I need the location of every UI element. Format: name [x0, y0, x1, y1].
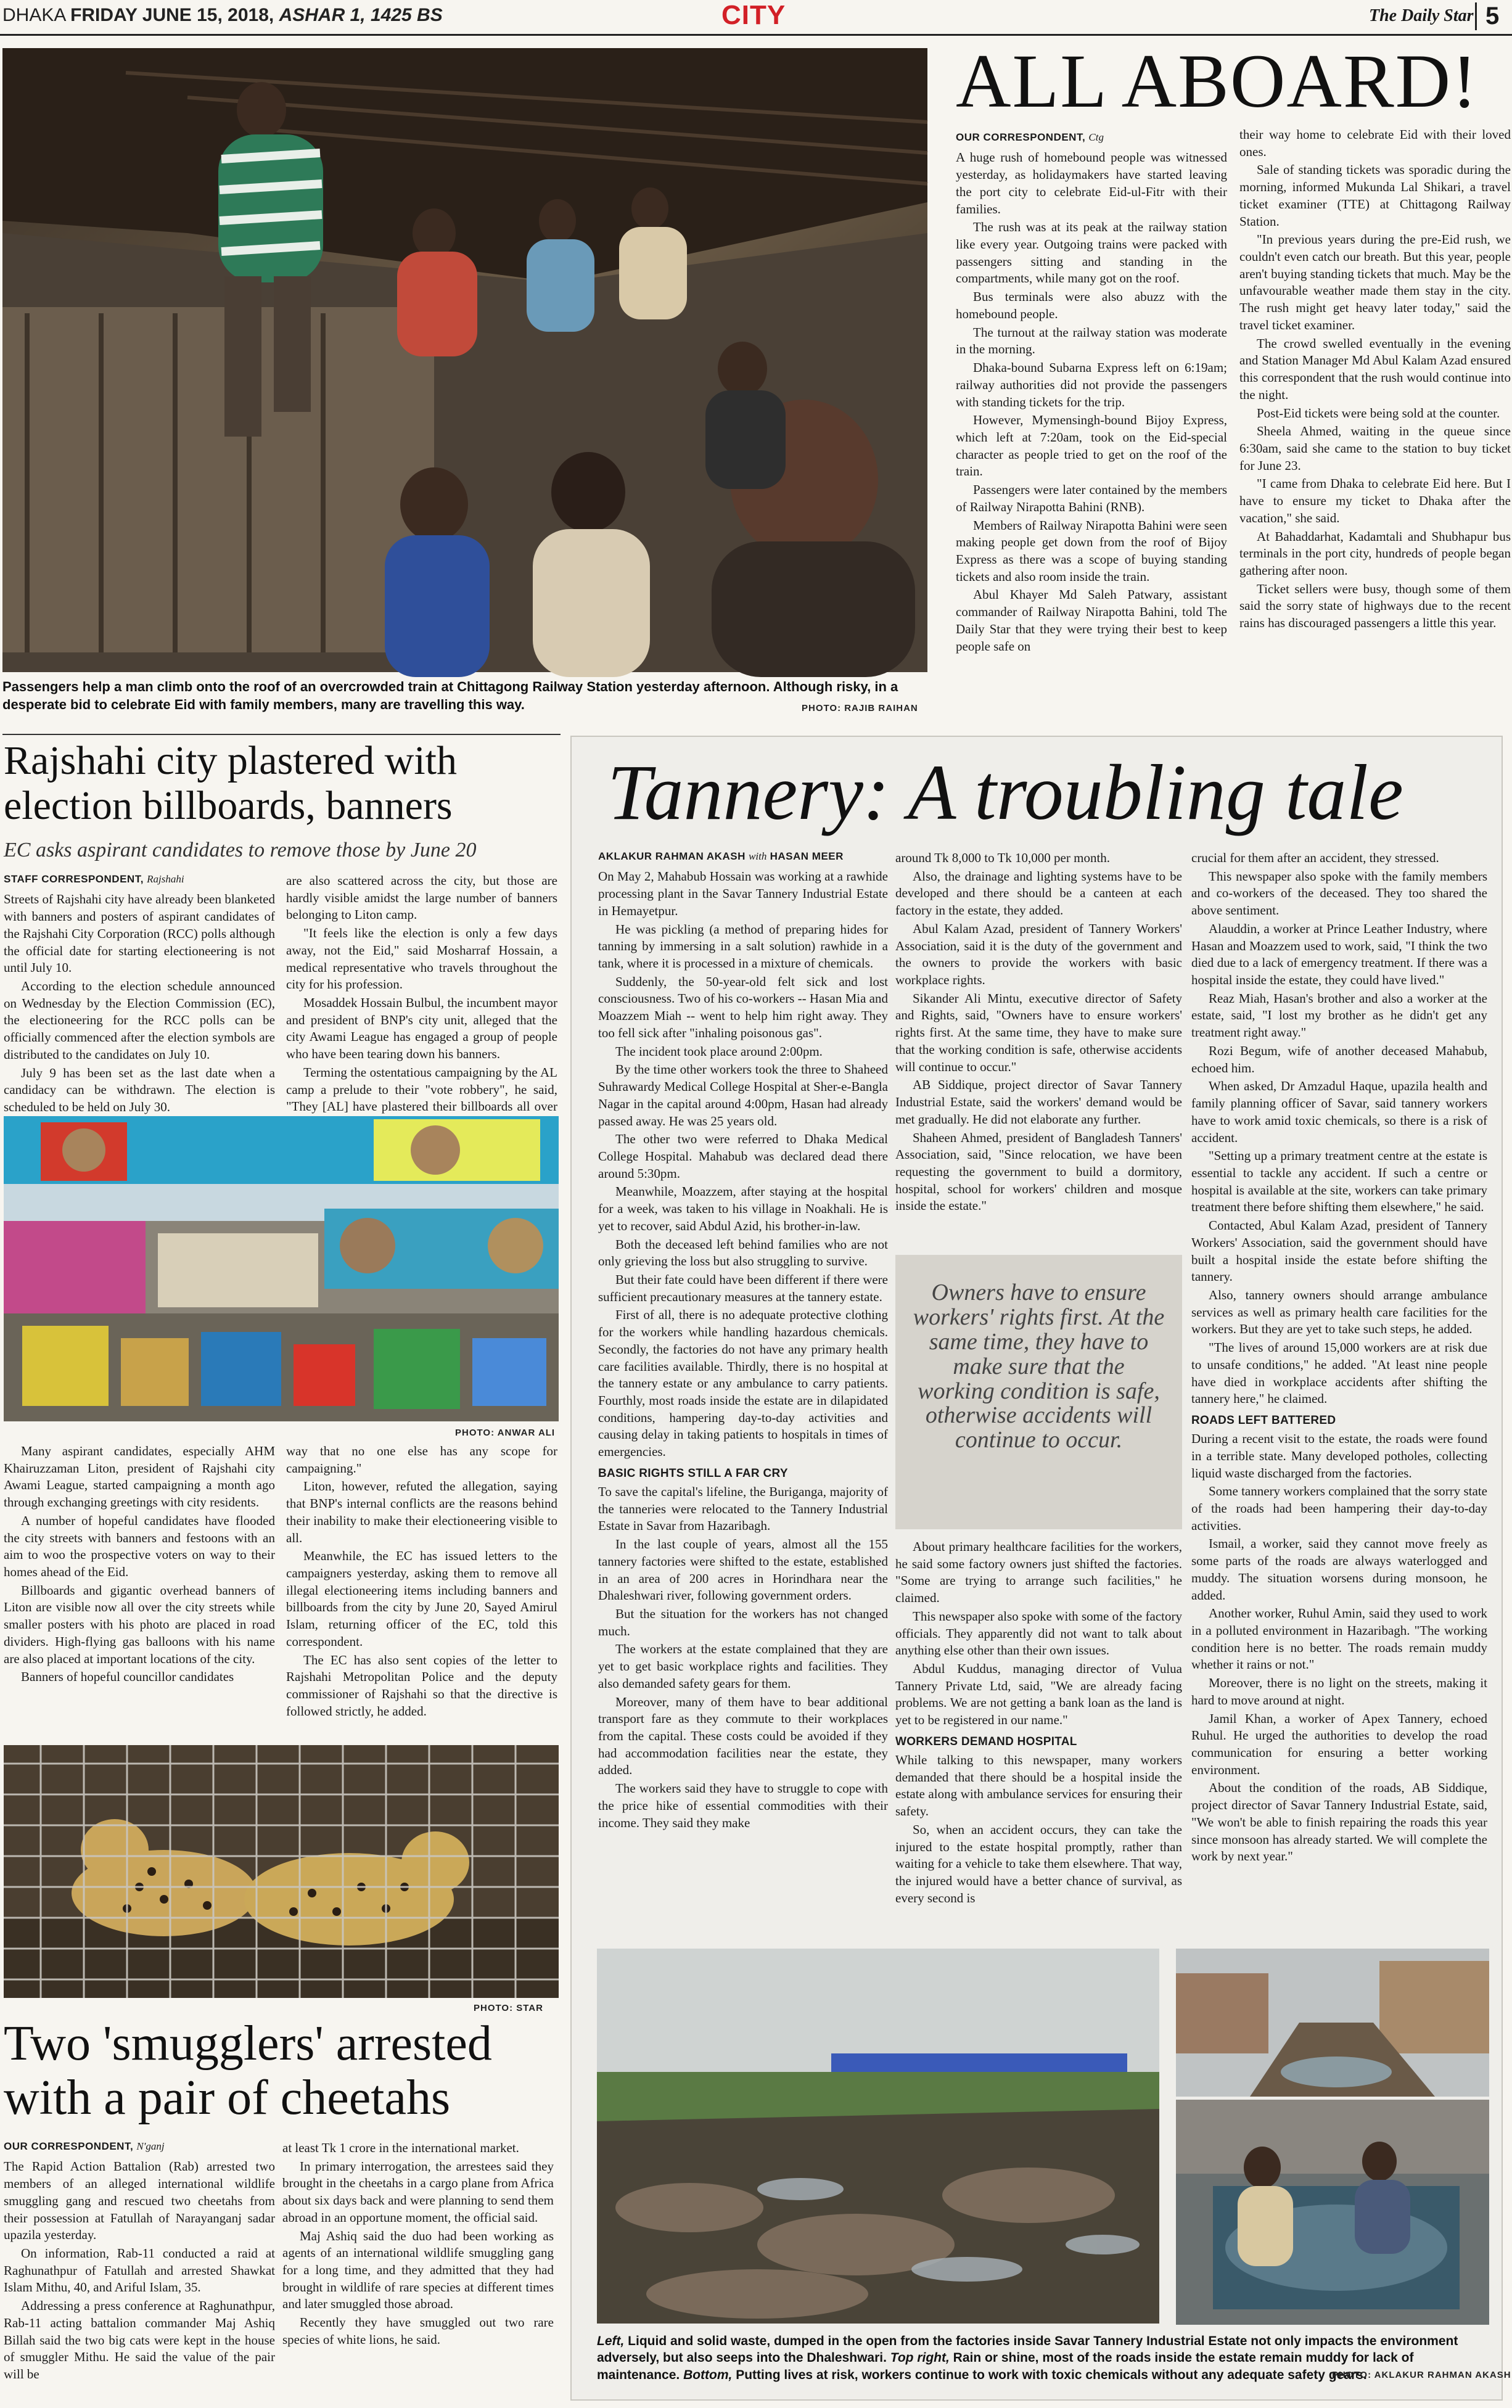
paragraph: "It feels like the election is only a few days away, not the Eid," said Mosharraf Hossain, a medical representative who travels throughout the city for his profession. [286, 926, 557, 992]
paragraph: While talking to this newspaper, many workers demanded that there should be a hospital inside the estate along with ambulance services for ensuring their safety. [895, 1752, 1182, 1819]
paragraph: Moreover, there is no light on the streets, making it hard to move around at night. [1191, 1675, 1487, 1707]
rajshahi-col-1-top-body [4, 891, 275, 1116]
paragraph: A number of hopeful candidates have flooded the city streets with banners and festoons with an aim to woo the prospective voters on way to their homes ahead of the Eid. [4, 1513, 275, 1580]
rule [2, 734, 561, 735]
paragraph: Alauddin, a worker at Prince Leather Industry, where Hasan and Moazzem used to work, said, "I think the two died due to a lack of emergency treatment. If there was a hospital inside the estate, they could have lived." [1191, 921, 1487, 988]
byline-location: Rajshahi [147, 873, 184, 885]
paragraph: Maj Ashiq said the duo had been working as agents of an international wildlife smuggling gang for a long time, and they admitted that they had brought in wildlife of rare species at different times and later smuggled those abroad. [282, 2228, 554, 2312]
paragraph: About primary healthcare facilities for the workers, he said some factory owners just shifted the factories. "Some are trying to arrange such facilities," he claimed. [895, 1539, 1182, 1606]
paragraph: The Rapid Action Battalion (Rab) arrested two members of an alleged international wildlife smuggling gang and rescued two cheetahs from their possession at Fatullah of Narayanganj sadar upazila yesterday. [4, 2159, 275, 2243]
paragraph: Ticket sellers were busy, though some of them said the sorry state of highways due to the recent rains has discouraged passengers a little this year. [1239, 581, 1511, 631]
caption-text: Passengers help a man climb onto the roof of an overcrowded train at Chittagong Railway Station yesterday afternoon. Although risky, in a desperate bid to celebrate Eid with family members, many are travelling this way. [2, 679, 898, 712]
train-photo [2, 48, 927, 672]
paragraph: Ismail, a worker, said they cannot move freely as some parts of the roads are always waterlogged and muddy. The situation worsens during monsoon, he added. [1191, 1536, 1487, 1603]
paragraph: Some tannery workers complained that the sorry state of the roads had been hampering their day-to-day activities. [1191, 1484, 1487, 1533]
paragraph: Liton, however, refuted the allegation, saying that BNP's internal conflicts are the reasons behind their inability to make their electioneering visible to all. [286, 1479, 557, 1545]
cheetah-col-1 [4, 2140, 275, 2405]
paragraph: In the last couple of years, almost all the 155 tannery factories were shifted to the estate, established in an area of 200 acres in Horindhara near the Dhaleshwari river, following government orders. [598, 1537, 888, 1603]
rajshahi-headline: Rajshahi city plastered with election billboards, banners [4, 738, 457, 828]
paragraph: In primary interrogation, the arrestees said they brought in the cheetahs in a cargo plane from Africa about six days back and were planning to send them abroad in an opportune moment, the official said. [282, 2158, 554, 2225]
caption-text-1: Liquid and solid waste, dumped in the open from the factories inside Savar Tannery Industrial Estate not only impacts the environment adversely, but also seeps into the Dhaleshwari. [597, 2334, 1458, 2365]
cheetah-byline [4, 2140, 275, 2153]
dateline [2, 5, 443, 26]
tannery-byline [598, 850, 888, 863]
rajshahi-col-1-bottom [4, 1443, 275, 1702]
billboards-photo-credit: PHOTO: ANWAR ALI [455, 1428, 556, 1438]
dateline-date: FRIDAY JUNE 15, 2018, [70, 5, 274, 25]
paragraph: AB Siddique, project director of Savar Tannery Industrial Estate, said the workers' demand would be met gradually. He did not elaborate any further. [895, 1077, 1182, 1127]
byline-text: OUR CORRESPONDENT, [956, 131, 1086, 143]
page-number: 5 [1475, 2, 1499, 30]
paragraph: Abul Khayer Md Saleh Patwary, assistant commander of Railway Nirapotta Bahini, told The Daily Star that they were trying their best to keep people safe on [956, 587, 1227, 654]
paragraph: Contacted, Abul Kalam Azad, president of Tannery Workers' Association, said the government should have built a hospital inside the estate before shifting the tannery. [1191, 1218, 1487, 1284]
paragraph: are also scattered across the city, but those are hardly visible amidst the large number of banners belonging to Liton camp. [286, 873, 557, 923]
paragraph: At Bahaddarhat, Kadamtali and Shubhapur bus terminals in the port city, hundreds of people began gathering after noon. [1239, 528, 1511, 578]
paragraph: Meanwhile, Moazzem, after staying at the hospital for a week, was taken to his village in Noakhali. He is yet to recover, said Abdul Azid, his brother-in-law. [598, 1184, 888, 1233]
paragraph: Sheela Ahmed, waiting in the queue since 6:30am, said she came to the station to buy ticket for June 23. [1239, 424, 1511, 473]
section-title: CITY [721, 0, 786, 30]
aboard-byline [956, 131, 1227, 144]
paper-logo: The Daily Star [1369, 6, 1474, 25]
paragraph: July 9 has been set as the last date when a candidacy can be withdrawn. The election is scheduled to be held on July 30. [4, 1065, 275, 1115]
byline-with: with [749, 850, 767, 862]
paragraph: When asked, Dr Amzadul Haque, upazila health and family planning officer of Savar, said tannery workers have to work amid toxic chemicals, so there is a risk of accident. [1191, 1079, 1487, 1145]
paragraph: Billboards and gigantic overhead banners of Liton are visible now all over the city streets while smaller posters with his photo are placed in road dividers. High-flying gas balloons with his name are also placed at important locations of the city. [4, 1582, 275, 1666]
caption-topright-label: Top right, [890, 2351, 950, 2365]
tannery-headline: Tannery: A troubling tale [607, 749, 1403, 836]
paragraph: According to the election schedule announced on Wednesday by the Election Commission (EC), the electioneering for the RCC polls can be officially commenced after the election symbols are distributed to the candidates on July 10. [4, 979, 275, 1062]
paragraph: "Setting up a primary treatment centre at the estate is essential to tackle any accident. If such a centre or hospital is available at the site, workers can take primary treatment there before shifting them elsewhere," he said. [1191, 1148, 1487, 1215]
paragraph: Abul Kalam Azad, president of Tannery Workers' Association, said it is the duty of the government and the owners to provide the workers with basic workplace rights. [895, 921, 1182, 988]
paragraph: at least Tk 1 crore in the international market. [282, 2140, 519, 2155]
paragraph: Also, the drainage and lighting systems have to be developed and there should be a canteen at each factory in the estate, they added. [895, 868, 1182, 918]
tannery-col-1 [598, 850, 888, 1935]
paragraph: crucial for them after an accident, they stressed. [1191, 850, 1439, 865]
aboard-col-1-body [956, 149, 1227, 655]
tannery-photo-credit: PHOTO: AKLAKUR RAHMAN AKASH [1332, 2370, 1511, 2380]
paragraph: Reaz Miah, Hasan's brother and also a worker at the estate, said, "I lost my brother as he didn't get any treatment right away." [1191, 990, 1487, 1040]
paragraph: way that no one else has any scope for campaigning." [286, 1444, 557, 1476]
paragraph: The turnout at the railway station was moderate in the morning. [956, 324, 1227, 357]
paragraph: Terming the ostentatious campaigning by the AL camp a prelude to their "vote robbery", he said, "They [AL] have plastered their billboards all over [286, 1064, 557, 1114]
tannery-col-3 [1191, 850, 1487, 1936]
cheetah-col-2 [282, 2140, 554, 2405]
tannery-col-2-body-c [895, 1752, 1182, 1907]
dateline-bangla: ASHAR 1, 1425 BS [279, 5, 443, 25]
paragraph: On May 2, Mahabub Hossain was working at a rawhide processing plant in the Savar Tannery Industrial Estate in Hemayetpur. [598, 869, 888, 918]
tannery-col-3-body-b [1191, 1431, 1487, 1865]
cheetah-headline: Two 'smugglers' arrested with a pair of cheetahs [4, 2016, 492, 2125]
paragraph: To save the capital's lifeline, the Buriganga, majority of the tanneries were relocated to the Tannery Industrial Estate in Savar from Hazaribagh. [598, 1484, 888, 1534]
train-photo-credit: PHOTO: RAJIB RAIHAN [802, 703, 918, 713]
paragraph: Another worker, Ruhul Amin, said they used to work in a polluted environment in Hazaribagh. "The working condition here is no better. The roads remain muddy whether it rains or not." [1191, 1606, 1487, 1672]
paragraph: Streets of Rajshahi city have already been blanketed with banners and posters of aspirant candidates of the Rajshahi City Corporation (RCC) polls although the official date for starting electioneering is not until July 10. [4, 892, 275, 976]
billboards-photo [4, 1116, 559, 1421]
paragraph: Dhaka-bound Subarna Express left on 6:19am; railway authorities did not provide the passengers with standing tickets for the trip. [956, 360, 1227, 409]
muddy-road-photo [1176, 1949, 1489, 2097]
paragraph: The other two were referred to Dhaka Medical College Hospital. Mahabub was declared dead there around 5:30pm. [598, 1132, 888, 1181]
paragraph: First of all, there is no adequate protective clothing for the workers while handling hazardous chemicals. Secondly, the factories do not have any primary health care facilities available. Thirdly, there is no hospital at the tannery estate or any ambulance to carry patients. Fourthly, most roads inside the estate are in dilapidated conditions, hampering day-to-day activities and causing delay in taking patients to hospitals in times of emergencies. [598, 1307, 888, 1460]
byline-location: Ctg [1088, 131, 1104, 143]
rajshahi-subhead: EC asks aspirant candidates to remove those by June 20 [4, 839, 477, 861]
paragraph: Addressing a press conference at Raghunathpur, Rab-11 acting battalion commander Maj Ashiq Billah said the two big cats were kept in the house of smuggler Mithu. He said the value of the pair will be [4, 2298, 275, 2382]
rajshahi-col-2-bottom-body [286, 1443, 557, 1720]
paragraph: Mosaddek Hossain Bulbul, the incumbent mayor and president of BNP's city unit, alleged that the city Awami League has engaged a group of people who have been tearing down his banners. [286, 995, 557, 1062]
byline-location: N'ganj [136, 2140, 165, 2152]
paragraph: By the time other workers took the three to Shaheed Suhrawardy Medical College Hospital at Sher-e-Bangla Nagar in the capital around 4:00pm, Hasan had already passed away. He was 25 years old. [598, 1062, 888, 1128]
paragraph: So, when an accident occurs, they can take the injured to the estate hospital promptly, rather than waiting for a vehicle to take them elsewhere. That way, the injured would have a better chance of survival, as every second is [895, 1822, 1182, 1905]
tannery-col-1-body-b [598, 1484, 888, 1831]
masthead [0, 0, 1512, 36]
subhead-workers-demand: WORKERS DEMAND HOSPITAL [895, 1735, 1077, 1748]
paragraph: Also, tannery owners should arrange ambulance services as well as primary health care facilities for the workers. But they are yet to take such steps, he added. [1191, 1287, 1487, 1337]
rajshahi-col-1-bottom-body [4, 1443, 275, 1686]
paragraph: Moreover, many of them have to bear additional transport fare as they commute to their workplaces from the capital. These costs could be avoided if they had accommodation facilities near the estate, they added. [598, 1694, 888, 1778]
paragraph: The workers said they have to struggle to cope with the price hike of essential commodities with their income. They said they make [598, 1781, 888, 1830]
tannery-col-2-body-b [895, 1539, 1182, 1729]
paragraph: He was pickling (a method of preparing hides for tanning by immersing in a salt solution) rawhide in a tank, where it is processed in a mixture of chemicals. [598, 921, 888, 971]
paragraph: "I came from Dhaka to celebrate Eid here. But I have to ensure my ticket to Dhaka after the vacation," she said. [1239, 476, 1511, 525]
aboard-col-2 [1239, 126, 1511, 718]
byline-author-a: AKLAKUR RAHMAN AKASH [598, 850, 746, 862]
train-photo-caption [2, 678, 927, 713]
paragraph: their way home to celebrate Eid with their loved ones. [1239, 127, 1511, 159]
paragraph: The workers at the estate complained that they are yet to get basic workplace rights and facilities. They also demanded safety gears for them. [598, 1642, 888, 1691]
paragraph: The rush was at its peak at the railway station like every year. Outgoing trains were packed with passengers sitting and standing in the compartments, while many got on the roof. [956, 220, 1227, 286]
byline-text: STAFF CORRESPONDENT, [4, 873, 144, 885]
tannery-col-2-top [895, 850, 1182, 1251]
paragraph: Rozi Begum, wife of another deceased Mahabub, echoed him. [1191, 1043, 1487, 1075]
dateline-city: DHAKA [2, 5, 65, 25]
paragraph: "The lives of around 15,000 workers are at risk due to unsafe conditions," he added. "At least nine people have died in workplace accidents after shifting the tannery here," he claimed. [1191, 1340, 1487, 1407]
cheetah-col-1-body [4, 2158, 275, 2383]
aboard-col-2-body [1239, 126, 1511, 632]
subhead-basic-rights: BASIC RIGHTS STILL A FAR CRY [598, 1466, 788, 1480]
paragraph: Post-Eid tickets were being sold at the counter. [1257, 405, 1500, 421]
paragraph: About the condition of the roads, AB Siddique, project director of Savar Tannery Industrial Estate, said, "We won't be able to finish repairing the roads this year since monsoon has already started. We will complete the work by next year." [1191, 1780, 1487, 1864]
paragraph: Suddenly, the 50-year-old felt sick and lost consciousness. Two of his co-workers -- Hasan Mia and Moazzem Miah -- went to help him right away. They too fell sick after "inhaling poisonous gas". [598, 974, 888, 1040]
paragraph: This newspaper also spoke with some of the factory officials. They apparently did not want to talk about anything else other than their own issues. [895, 1608, 1182, 1658]
caption-text-2: Rain or shine, most of the roads inside the estate remain muddy for lack of maintenance. [597, 2351, 1414, 2382]
paragraph: Sikander Ali Mintu, executive director of Safety and Rights, said, "Owners have to ensure workers' rights first. At the same time, they have to make sure that the working condition is safe, otherwise accidents will continue to occur." [895, 990, 1182, 1074]
cheetah-col-2-body [282, 2140, 554, 2349]
paragraph: Abdul Kuddus, managing director of Vulua Tannery Private Ltd, said, "We are already facing problems. We are not getting a bank loan as the land is yet to be registered in our name." [895, 1661, 1182, 1728]
paragraph: Many aspirant candidates, especially AHM Khairuzzaman Liton, president of Rajshahi city Awami League, started campaigning a month ago through exchanging greetings with city residents. [4, 1444, 275, 1510]
paragraph: But their fate could have been different if there were sufficient precautionary measures at the tannery estate. [598, 1272, 888, 1304]
paragraph: However, Mymensingh-bound Bijoy Express, which left at 7:20am, took on the Eid-special character as people tried to get on the roof of the train. [956, 413, 1227, 479]
paragraph: Jamil Khan, a worker of Apex Tannery, echoed Ruhul. He urged the authorities to develop the road communication for ensuring a better working environment. [1191, 1711, 1487, 1777]
tannery-col-2-body [895, 850, 1182, 1215]
paragraph: During a recent visit to the estate, the roads were found in a terrible state. Many developed potholes, collecting liquid waste discharged from the factories. [1191, 1431, 1487, 1481]
paragraph: Both the deceased left behind families who are not only grieving the loss but also struggling to survive. [598, 1236, 888, 1269]
paragraph: The crowd swelled eventually in the evening and Station Manager Md Abul Kalam Azad ensured this correspondent that the rush would continue into the night. [1239, 335, 1511, 402]
waste-photo [597, 1949, 1159, 2324]
cheetah-photo [4, 1745, 559, 1998]
rajshahi-col-2-top [286, 873, 557, 1114]
paragraph: This newspaper also spoke with the family members and co-workers of the deceased. They too shared the above sentiment. [1191, 868, 1487, 918]
tannery-pullquote: Owners have to ensure workers' rights first. At the same time, they have to make sure that the working condition is safe, otherwise accidents will continue to occur. [895, 1255, 1182, 1529]
tannery-col-2-bottom [895, 1539, 1182, 1936]
paragraph: Members of Railway Nirapotta Bahini were seen making people get down from the roof of Bijoy Express as there was a scope of buying standing tickets and also room inside the train. [956, 517, 1227, 584]
byline-author-b: HASAN MEER [770, 850, 844, 862]
caption-text-3: Putting lives at risk, workers continue to work with toxic chemicals without any adequate safety gears. [732, 2367, 1367, 2382]
rajshahi-byline [4, 873, 275, 886]
paragraph: "In previous years during the pre-Eid rush, we couldn't even catch our breath. But this year, people aren't buying standing tickets that much. May be the unfavourable weather made them stay in the city. The rush might get heavy later today," said the travel ticket examiner. [1239, 232, 1511, 332]
paragraph: Recently they have smuggled out two rare species of white lions, he said. [282, 2315, 554, 2347]
tannery-col-3-body [1191, 850, 1487, 1408]
paragraph: Shaheen Ahmed, president of Bangladesh Tanners' Association, said, "Since relocation, we have been requesting the government to build a dormitory, hospital, school for workers' children and mosque inside the estate." [895, 1130, 1182, 1214]
rajshahi-col-2-top-body [286, 873, 557, 1133]
caption-bottom-label: Bottom, [683, 2367, 733, 2382]
paragraph: Meanwhile, the EC has issued letters to the campaigners yesterday, asking them to remove all illegal electioneering items including banners and billboards from the city by June 20, Sayed Amirul Islam, returning officer of the EC, told this correspondent. [286, 1548, 557, 1649]
byline-text: OUR CORRESPONDENT, [4, 2140, 134, 2152]
paragraph: But the situation for the workers has not changed much. [598, 1606, 888, 1638]
cheetah-photo-credit: PHOTO: STAR [474, 2003, 543, 2013]
workers-photo [1176, 2100, 1489, 2325]
paragraph: Bus terminals were also abuzz with the homebound people. [956, 289, 1227, 321]
paragraph: Sale of standing tickets was sporadic during the morning, informed Mukunda Lal Shikari, a travel ticket examiner (TTE) at Chittagong Railway Station. [1239, 162, 1511, 229]
paragraph: The EC has also sent copies of the letter to Rajshahi Metropolitan Police and the deputy commissioner of Rajshahi so that the directive is followed strictly, he added. [286, 1652, 557, 1719]
aboard-col-1 [956, 131, 1227, 717]
caption-left-label: Left, [597, 2334, 625, 2348]
rajshahi-col-2-bottom [286, 1443, 557, 1719]
aboard-headline: ALL ABOARD! [956, 39, 1479, 123]
paragraph: around Tk 8,000 to Tk 10,000 per month. [895, 850, 1111, 865]
paragraph: Passengers were later contained by the members of Railway Nirapotta Bahini (RNB). [956, 482, 1227, 514]
paragraph: A huge rush of homebound people was witnessed yesterday, as holidaymakers have started leaving the port city to celebrate Eid-ul-Fitr with their families. [956, 150, 1227, 216]
tannery-col-1-body [598, 868, 888, 1460]
paragraph: The incident took place around 2:00pm. [615, 1043, 823, 1059]
subhead-roads-battered: ROADS LEFT BATTERED [1191, 1414, 1336, 1427]
paragraph: On information, Rab-11 conducted a raid at Raghunathpur of Fatullah and arrested Shawkat Islam Mithu, 40, and Ariful Islam, 35. [4, 2246, 275, 2295]
paragraph: Banners of hopeful councillor candidates [21, 1669, 234, 1685]
rajshahi-col-1-top [4, 873, 275, 1115]
